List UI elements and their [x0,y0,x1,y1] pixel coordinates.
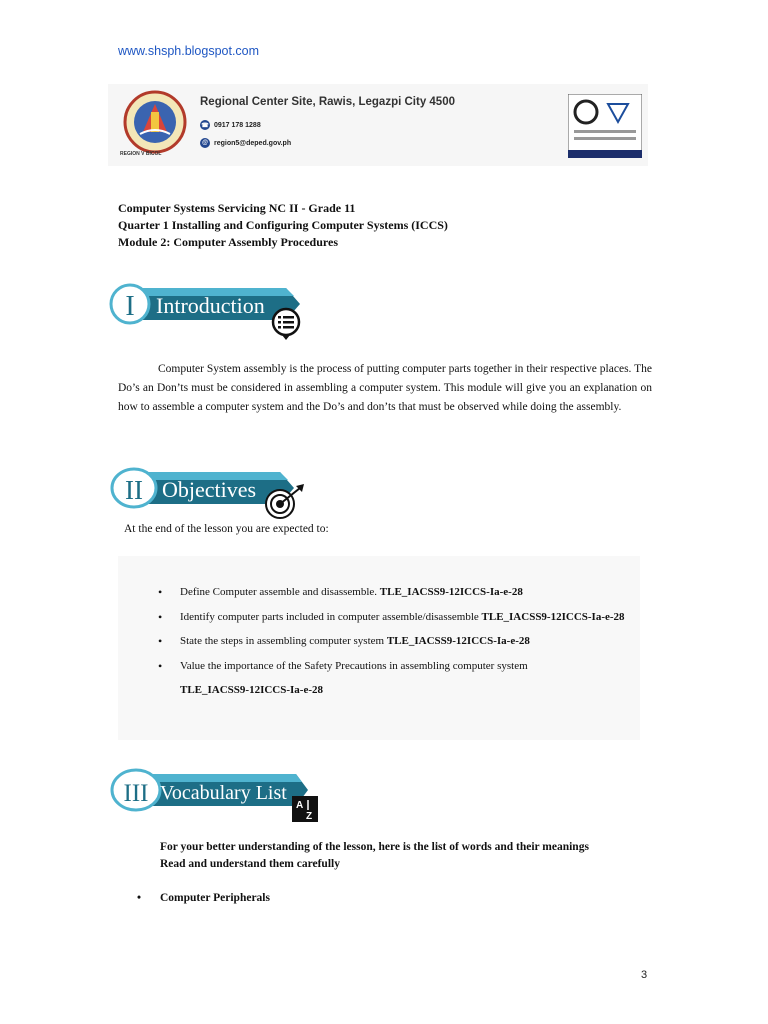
module-subject: Computer Systems Servicing NC II - Grade 11 [118,201,356,215]
svg-text:A: A [296,800,304,811]
banner-title: Introduction [156,293,265,318]
banner-numeral: II [125,475,143,505]
email-address: region5@deped.gov.ph [214,139,292,147]
page-number: 3 [641,969,648,981]
objectives-box [118,556,640,740]
list-item: • State the steps in assembling computer system TLE_IACSS9-12ICCS-Ia-e-28 [158,629,628,654]
banner-title: Objectives [162,477,257,502]
vocabulary-item: • Computer Peripherals [137,892,270,904]
letterhead [108,84,648,166]
list-item: • Define Computer assemble and disassemble. TLE_IACSS9-12ICCS-Ia-e-28 [158,580,628,605]
objectives-list [158,580,628,703]
certification-logo-icon [568,94,642,158]
module-title: Module 2: Computer Assembly Procedures [118,235,338,249]
letterhead-phone [200,120,261,130]
module-quarter: Quarter 1 Installing and Configuring Computer Systems (ICCS) [118,218,448,232]
list-item: • Value the importance of the Safety Precautions in assembling computer system TLE_IACSS9-12ICCS-Ia-e-28 [158,654,628,703]
list-item: • Identify computer parts included in computer assemble/disassemble TLE_IACSS9-12ICCS-Ia-e-28 [158,605,628,630]
seal-caption: REGION V BICOL [120,151,162,157]
phone-icon: ☎ [200,120,210,130]
phone-number: 0917 178 1288 [214,121,261,129]
email-icon: @ [200,138,210,148]
vocabulary-intro-line1: For your better understanding of the lesson, here is the list of words and their meanings [160,841,589,853]
letterhead-email [200,138,291,148]
objectives-banner [108,462,328,524]
objectives-lead: At the end of the lesson you are expected to: [124,523,329,535]
introduction-banner [108,280,328,342]
banner-title: Vocabulary List [160,782,287,804]
svg-text:Z: Z [306,811,313,822]
banner-numeral: III [123,780,149,807]
vocabulary-banner [108,764,328,826]
site-link[interactable]: www.shsph.blogspot.com [118,44,260,58]
introduction-paragraph: Computer System assembly is the process of putting computer parts together in their respective places. The Do’s an Don’ts must be considered in assembling a computer system. This module will give you an explanation on how to assemble a computer system and the Do’s and don’ts that must be observed while doing the assembly. [118,363,652,413]
vocabulary-intro-line2: Read and understand them carefully [160,858,340,870]
letterhead-title: Regional Center Site, Rawis, Legazpi City 4500 [200,96,455,108]
banner-numeral: I [125,291,135,322]
